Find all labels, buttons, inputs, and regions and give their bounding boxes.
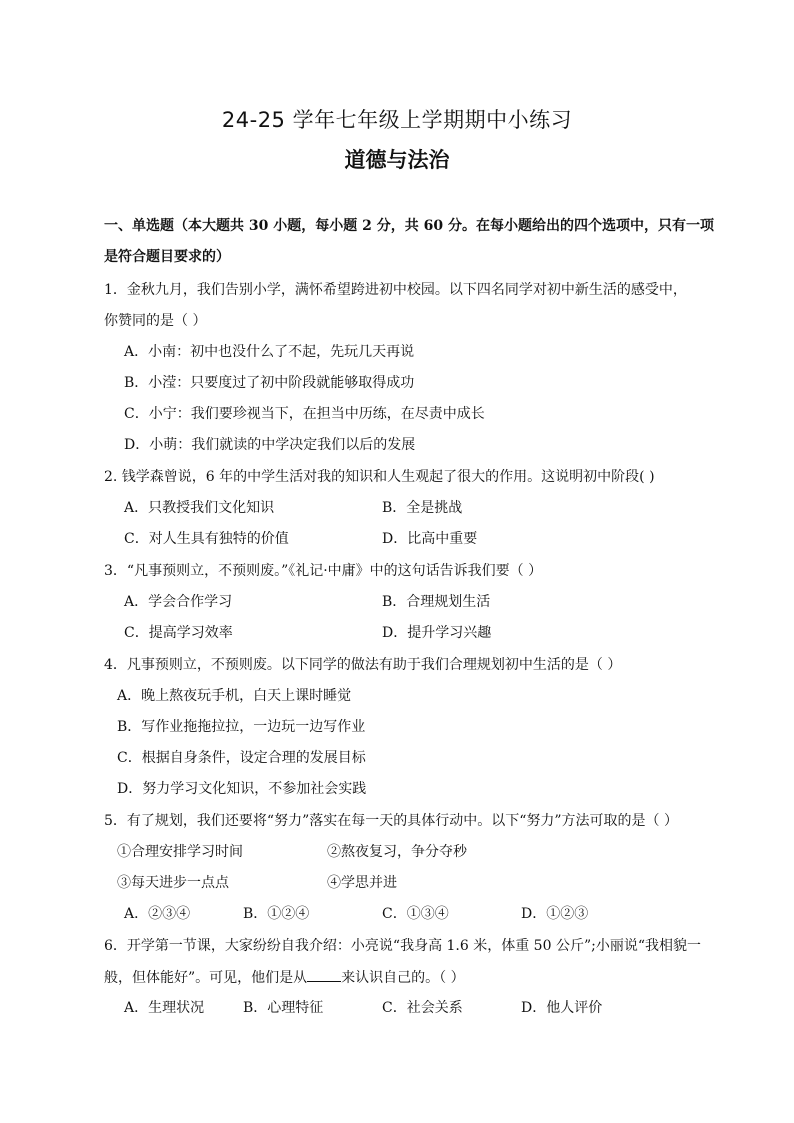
question-3-option-c: C．提高学习效率 [124,625,233,641]
question-2-stem: 2. 钱学森曾说，6 年的中学生活对我的知识和人生观起了很大的作用。这说明初中阶段( ) [104,469,655,485]
question-6-option-b: B．心理特征 [243,1000,324,1016]
question-4-stem: 4．凡事预则立，不预则废。以下同学的做法有助于我们合理规划初中生活的是（ ） [104,657,622,673]
question-4-option-d: D．努力学习文化知识，不参加社会实践 [117,781,367,797]
question-2-option-a: A．只教授我们文化知识 [124,500,275,516]
question-5-option-d: D．①②③ [521,906,589,922]
answer-blank [307,967,341,982]
question-5-item-4: ④学思并进 [327,875,397,891]
question-5-item-2: ②熬夜复习，争分夺秒 [327,844,467,860]
question-3-option-b: B．合理规划生活 [382,594,491,610]
question-1-stem-line1: 1．金秋九月，我们告别小学，满怀希望跨进初中校园。以下四名同学对初中新生活的感受中， [104,282,687,298]
section-heading-line1: 一、单选题（本大题共 30 小题，每小题 2 分，共 60 分。在每小题给出的四个选项中，只有一项 [104,218,714,234]
question-3-option-d: D．提升学习兴趣 [382,625,492,641]
subject-title: 道德与法治 [344,148,450,172]
question-5-stem: 5．有了规划，我们还要将“努力”落实在每一天的具体行动中。以下“努力”方法可取的是（ ） [104,813,678,829]
question-1-stem-line2: 你赞同的是（ ） [104,313,207,329]
question-5-item-1: ①合理安排学习时间 [117,844,243,860]
question-6-option-c: C．社会关系 [382,1000,463,1016]
question-4-option-b: B．写作业拖拖拉拉，一边玩一边写作业 [117,719,366,735]
question-4-option-a: A．晚上熬夜玩手机，白天上课时睡觉 [117,688,352,704]
question-5-option-a: A．②③④ [124,906,191,922]
question-2-option-c: C．对人生具有独特的价值 [124,531,289,547]
question-6-stem-pre: 般，但体能好”。可见，他们是从 [104,970,308,986]
question-6-stem-post: 来认识自己的。（ ） [341,970,465,986]
question-2-option-b: B．全是挑战 [382,500,463,516]
question-3-option-a: A．学会合作学习 [124,594,233,610]
question-1-option-d: D．小萌：我们就读的中学决定我们以后的发展 [124,437,416,453]
question-6-stem-line1: 6．开学第一节课，大家纷纷自我介绍：小亮说“我身高 1.6 米，体重 50 公斤”;小丽说“我相貌一 [104,938,701,954]
section-heading-line2: 是符合题目要求的） [104,249,230,265]
question-1-option-a: A．小南：初中也没什么了不起，先玩几天再说 [124,344,415,360]
question-5-option-c: C．①③④ [382,906,449,922]
question-2-option-d: D．比高中重要 [382,531,478,547]
question-5-option-b: B．①②④ [243,906,310,922]
question-6-option-a: A．生理状况 [124,1000,205,1016]
question-6-stem-line2 [104,967,465,988]
question-1-option-c: C．小宁：我们要珍视当下，在担当中历练，在尽责中成长 [124,406,485,422]
question-4-option-c: C．根据自身条件，设定合理的发展目标 [117,750,366,766]
question-3-stem: 3．“凡事预则立，不预则废。”《礼记·中庸》中的这句话告诉我们要（ ） [104,563,543,579]
exam-title: 24-25 学年七年级上学期期中小练习 [221,108,573,132]
question-5-item-3: ③每天进步一点点 [117,875,229,891]
question-6-option-d: D．他人评价 [521,1000,603,1016]
question-1-option-b: B．小滢：只要度过了初中阶段就能够取得成功 [124,375,415,391]
